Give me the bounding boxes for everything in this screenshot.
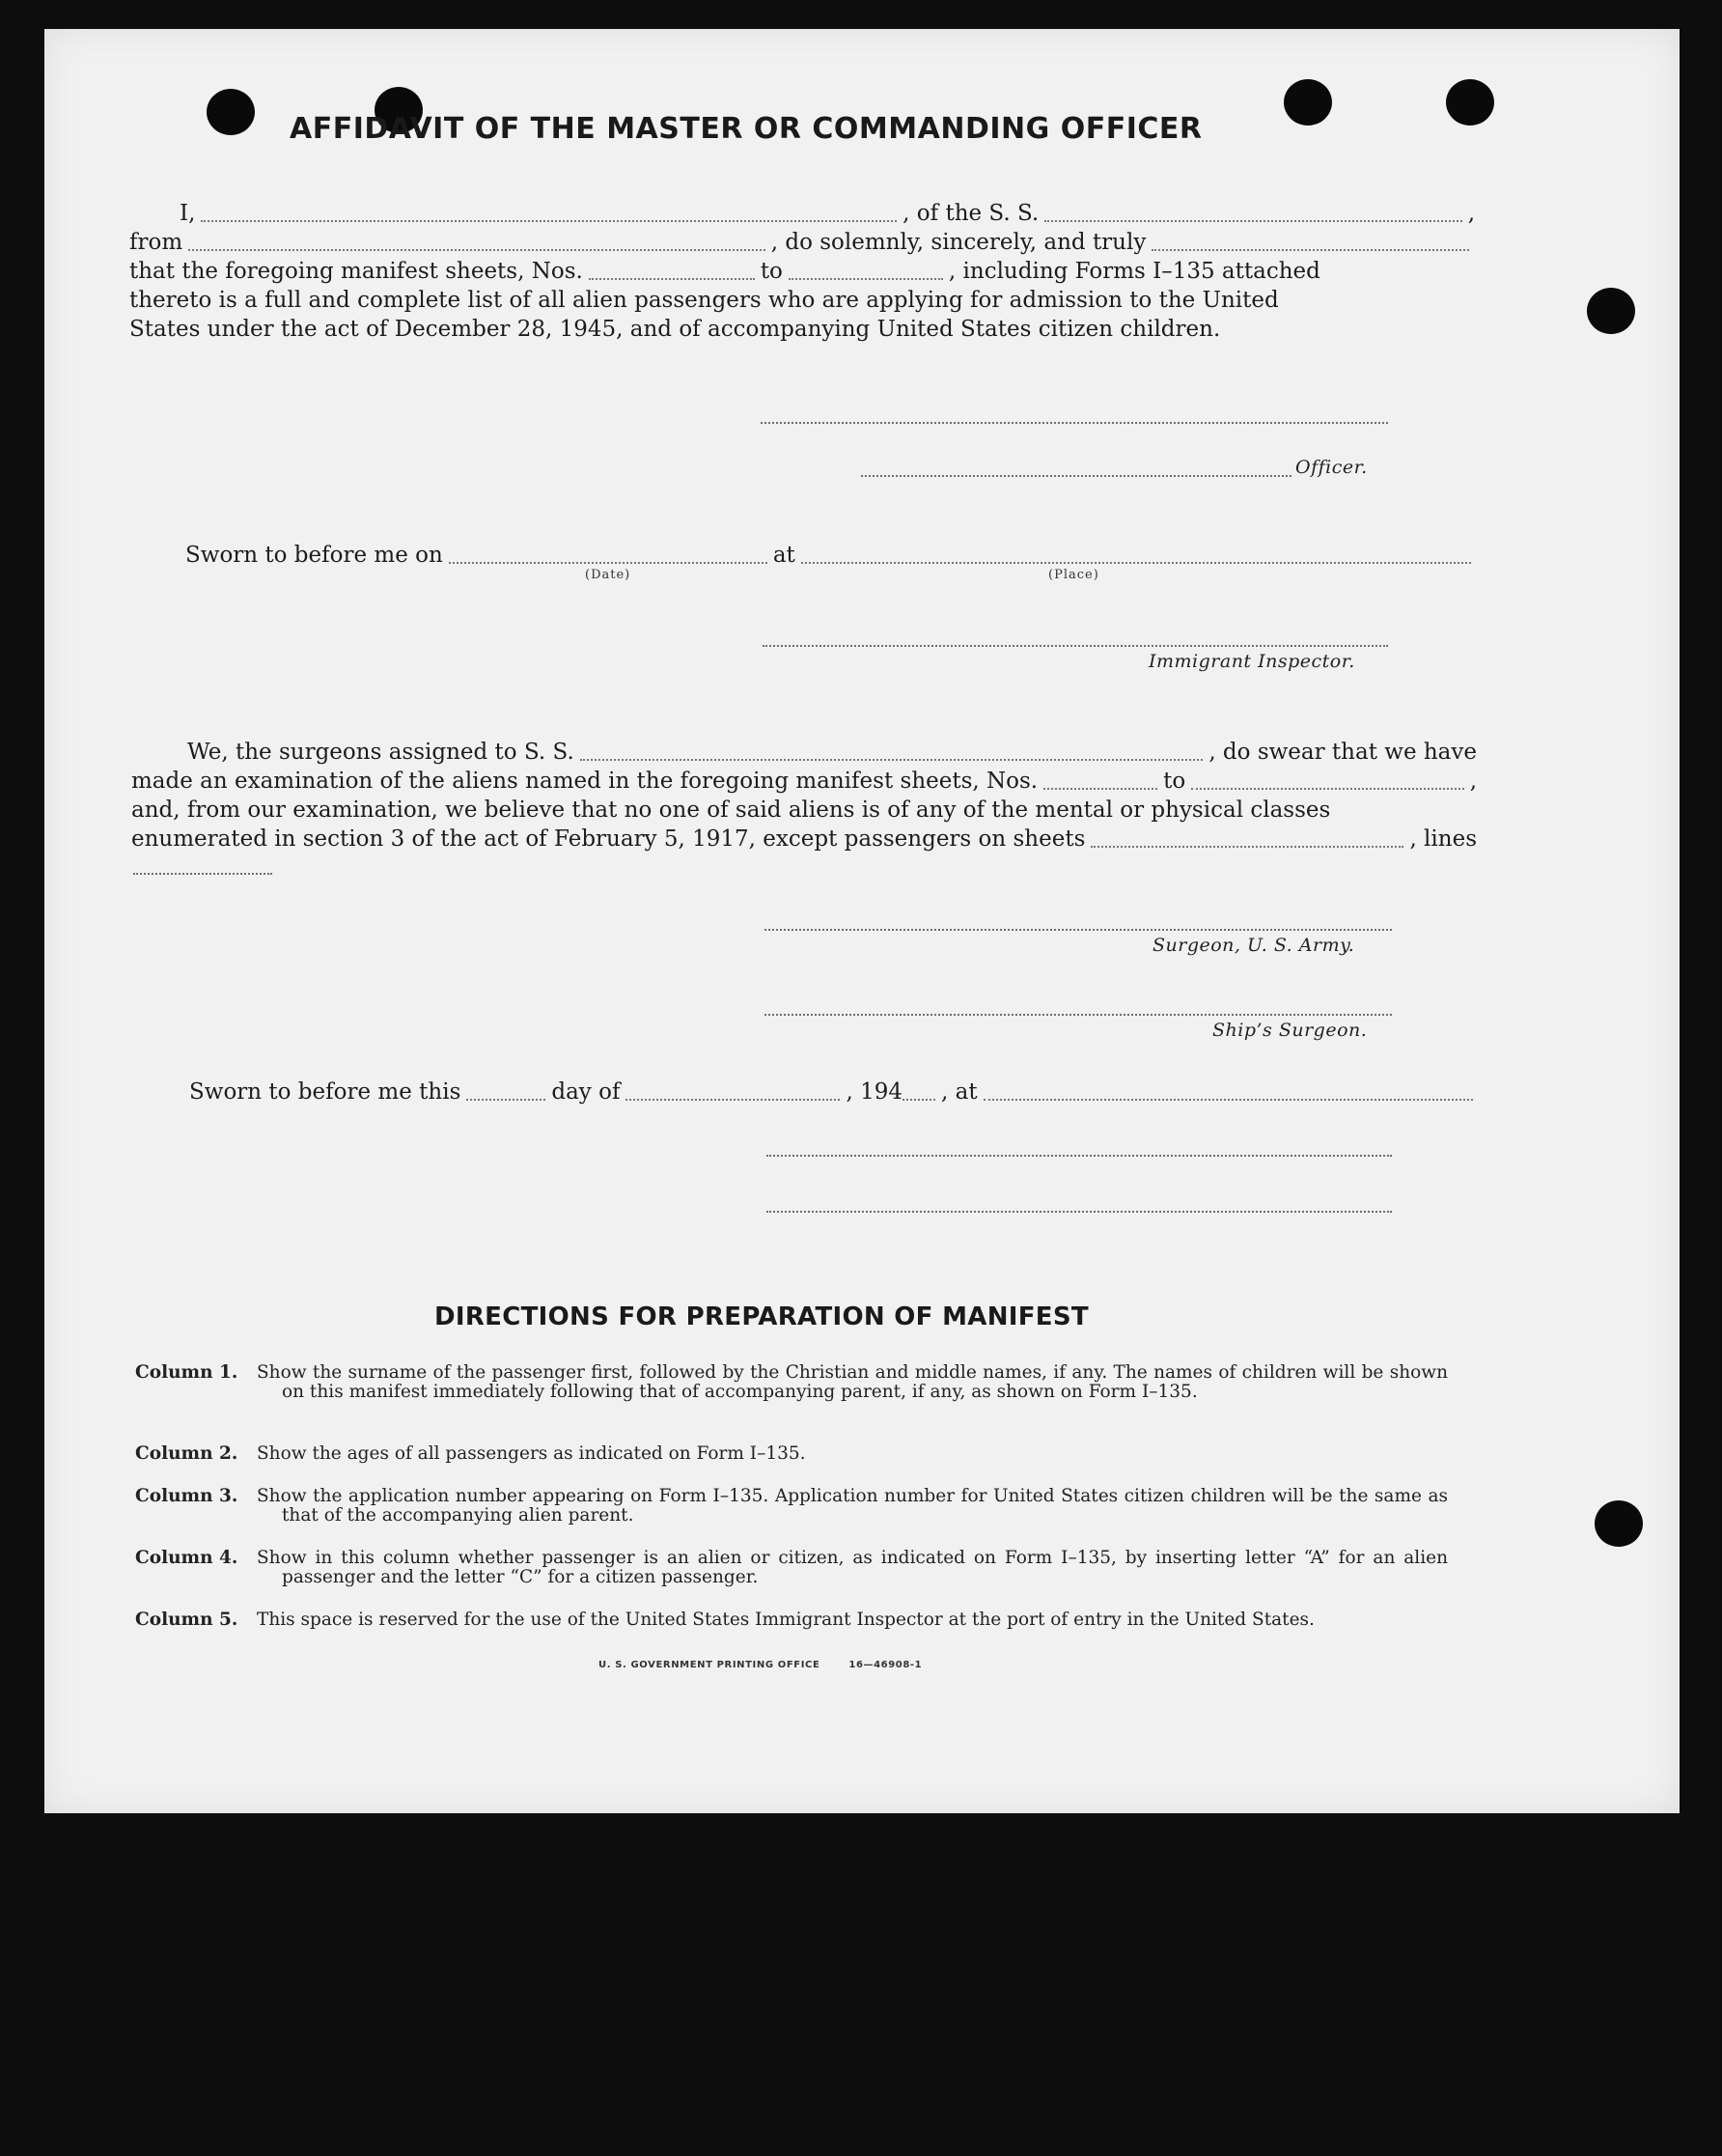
surgeons-line-4: enumerated in section 3 of the act of February 5, 1917, except passengers on sheets , lines — [131, 826, 1477, 852]
sheet-from-field[interactable] — [589, 278, 755, 280]
printer-imprint — [598, 1660, 922, 1670]
sworn-place-field[interactable] — [801, 562, 1471, 564]
excepted-sheets-field[interactable] — [1091, 846, 1403, 848]
affidavit-line-1: I, , of the S. S. , — [180, 201, 1475, 226]
sworn-year-field[interactable] — [903, 1099, 935, 1101]
examined-sheet-to-field[interactable] — [1191, 788, 1463, 790]
sworn-month-field[interactable] — [625, 1099, 840, 1101]
departure-port-field[interactable] — [188, 249, 765, 251]
place-caption: (Place) — [1048, 568, 1099, 582]
punch-hole-icon — [1595, 1500, 1643, 1547]
form-sheet — [44, 29, 1680, 1813]
direction-item — [135, 1610, 1448, 1630]
punch-hole-icon — [1587, 288, 1635, 334]
form-code: 16—46908-1 — [848, 1660, 923, 1670]
direction-item — [135, 1549, 1448, 1587]
signature-line[interactable] — [766, 1211, 1392, 1213]
sworn-location-field[interactable] — [984, 1099, 1473, 1101]
excepted-lines-field[interactable] — [133, 873, 272, 875]
surgeons-line-2: made an examination of the aliens named in the foregoing manifest sheets, Nos. to , — [131, 769, 1477, 794]
direction-label: Column 2. — [135, 1443, 238, 1464]
surgeon-ship-field[interactable] — [580, 759, 1204, 761]
ship-surgeon-signature-line[interactable] — [764, 1014, 1392, 1016]
officer-label: Officer. — [1295, 457, 1368, 478]
direction-label: Column 4. — [135, 1548, 238, 1568]
sworn-date-field[interactable] — [449, 562, 767, 564]
ship-name-field[interactable] — [1044, 220, 1461, 222]
punch-hole-icon — [207, 89, 255, 135]
direction-text: This space is reserved for the use of the United States Immigrant Inspector at the port of entry in the United States. — [257, 1610, 1315, 1630]
surgeons-line-3: and, from our examination, we believe that no one of said aliens is of any of the mental or physical classes — [131, 798, 1331, 823]
date-caption: (Date) — [585, 568, 631, 582]
affidavit-line-3: that the foregoing manifest sheets, Nos. to , including Forms I–135 attached — [129, 259, 1320, 284]
direction-label: Column 3. — [135, 1486, 238, 1506]
officer-signature-line[interactable] — [861, 475, 1292, 477]
affidavit-line-4: thereto is a full and complete list of all alien passengers who are applying for admission to the United — [129, 288, 1279, 313]
directions-title: DIRECTIONS FOR PREPARATION OF MANIFEST — [434, 1302, 1089, 1331]
direction-item — [135, 1363, 1448, 1402]
direction-item — [135, 1444, 1448, 1464]
sworn-day-field[interactable] — [466, 1099, 545, 1101]
sworn-on-line: Sworn to before me on at — [185, 541, 1477, 570]
direction-text: Show the surname of the passenger first, followed by the Christian and middle names, if any. The names of children will be shown on this manifest immediately following that of accompanying parent, if any, as shown on Form I–135. — [257, 1362, 1448, 1402]
direction-label: Column 1. — [135, 1362, 238, 1383]
ship-surgeon-label: Ship’s Surgeon. — [1212, 1020, 1368, 1041]
direction-text: Show in this column whether passenger is an alien or citizen, as indicated on Form I–135, by inserting letter “A” for an alien passenger and the letter “C” for a citizen passenger. — [257, 1548, 1448, 1587]
officer-name-field[interactable] — [201, 220, 897, 222]
inspector-label: Immigrant Inspector. — [1149, 651, 1355, 672]
officer-signature-line[interactable] — [761, 422, 1388, 424]
affidavit-line-2: from , do solemnly, sincerely, and truly — [129, 228, 1475, 257]
sheet-to-field[interactable] — [789, 278, 943, 280]
direction-label: Column 5. — [135, 1610, 238, 1630]
punch-hole-icon — [1446, 79, 1494, 126]
punch-hole-icon — [1284, 79, 1332, 126]
sworn-this-day-line: Sworn to before me this day of , 194 , at — [189, 1078, 1479, 1106]
direction-text: Show the application number appearing on Form I–135. Application number for United States citizen children will be the same as that of the accompanying alien parent. — [257, 1486, 1448, 1526]
signature-line[interactable] — [766, 1155, 1392, 1157]
affirmation-field[interactable] — [1152, 249, 1469, 251]
affidavit-title: AFFIDAVIT OF THE MASTER OR COMMANDING OFFICER — [290, 112, 1203, 146]
examined-sheet-from-field[interactable] — [1043, 788, 1157, 790]
surgeons-line-1: We, the surgeons assigned to S. S. , do swear that we have — [187, 740, 1477, 765]
army-surgeon-label: Surgeon, U. S. Army. — [1153, 935, 1355, 956]
inspector-signature-line[interactable] — [763, 645, 1388, 647]
affidavit-line-5: States under the act of December 28, 1945, and of accompanying United States citizen children. — [129, 317, 1221, 342]
printer-name: U. S. GOVERNMENT PRINTING OFFICE — [598, 1660, 820, 1670]
direction-item — [135, 1487, 1448, 1526]
direction-text: Show the ages of all passengers as indicated on Form I–135. — [257, 1443, 806, 1464]
army-surgeon-signature-line[interactable] — [764, 929, 1392, 931]
